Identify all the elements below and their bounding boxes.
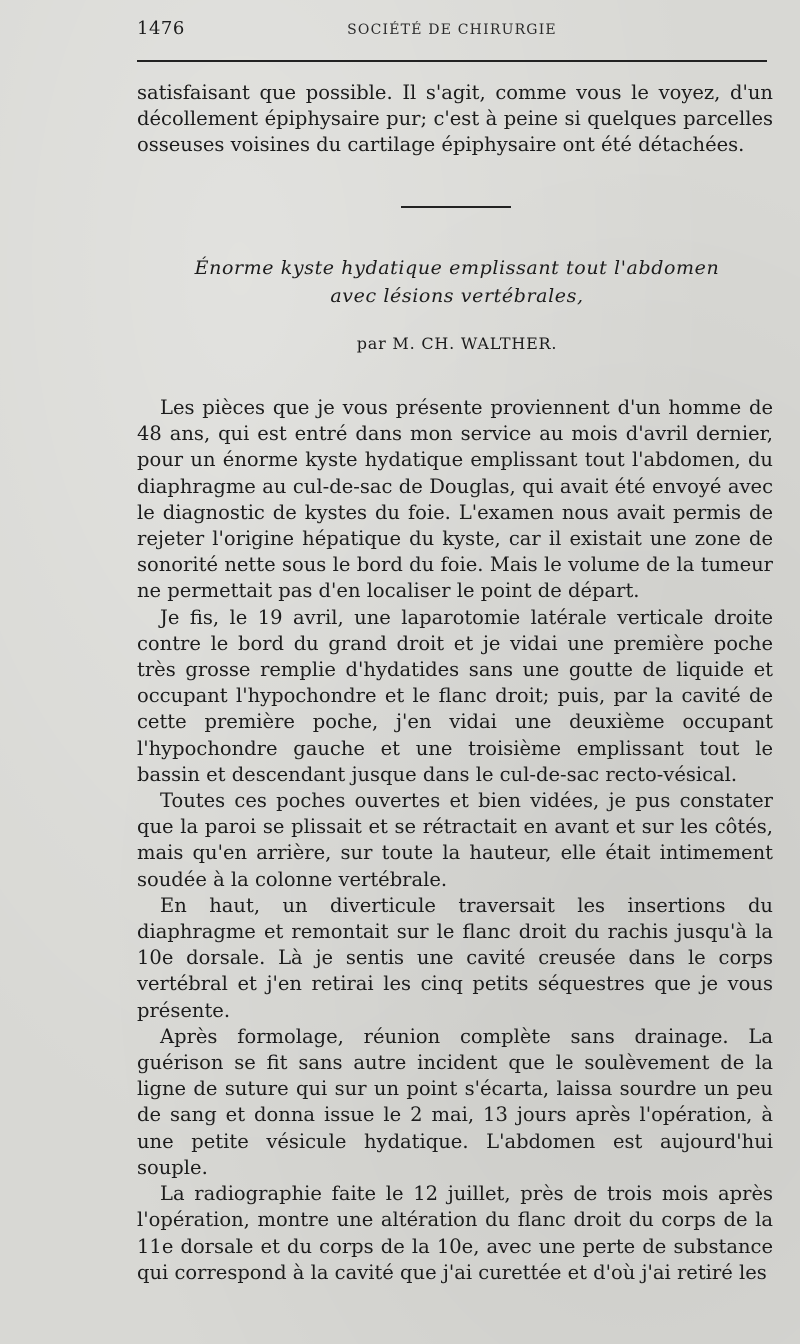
- body-paragraph-6: La radiographie faite le 12 juillet, près de trois mois après l'opération, montre une altération du flanc droit du corps de la 11e dorsale et du corps de la 10e, avec une perte de substance qui correspond à la cavité que j'ai curettée et d'où j'ai retiré les: [137, 1182, 773, 1284]
- article-body: [137, 395, 773, 1286]
- body-paragraph-3: Toutes ces poches ouvertes et bien vidées, je pus constater que la paroi se plissait et se rétractait en avant et sur les côtés, mais qu'en arrière, sur toute la hauteur, elle était intimement soudée à la colonne vertébrale.: [137, 789, 773, 891]
- article-title-line-2: avec lésions vertébrales,: [330, 285, 584, 307]
- continued-text-block: [137, 80, 773, 159]
- article-author: par M. CH. WALTHER.: [356, 334, 558, 353]
- body-paragraph-2: Je fis, le 19 avril, une laparotomie latérale verticale droite contre le bord du grand droit et je vidai une première poche très grosse remplie d'hydatides sans une goutte de liquide et occupant l'hypochondre et le flanc droit; puis, par la cavité de cette première poche, j'en vidai une deuxième occupant l'hypochondre gauche et une troisième emplissant tout le bassin et descendant jusque dans le cul-de-sac recto-vésical.: [137, 605, 773, 786]
- header-rule: [137, 60, 767, 62]
- continued-paragraph: satisfaisant que possible. Il s'agit, comme vous le voyez, d'un décollement épiphysaire pur; c'est à peine si quelques parcelles osseuses voisines du cartilage épiphysaire ont été détachées.: [137, 81, 773, 157]
- section-divider: [401, 206, 511, 208]
- body-paragraph-4: En haut, un diverticule traversait les insertions du diaphragme et remontait sur le flanc droit du rachis jusqu'à la 10e dorsale. Là je sentis une cavité creusée dans le corps vertébral et j'en retirai les cinq petits séquestres que je vous présente.: [137, 893, 773, 1022]
- running-head: SOCIÉTÉ DE CHIRURGIE: [347, 22, 557, 38]
- body-paragraph-5: Après formolage, réunion complète sans drainage. La guérison se fit sans autre incident que le soulèvement de la ligne de suture qui sur un point s'écarta, laissa sourdre un peu de sang et donna issue le 2 mai, 13 jours après l'opération, à une petite vésicule hydatique. L'abdomen est aujourd'hui souple.: [137, 1024, 773, 1179]
- article-title-line-1: Énorme kyste hydatique emplissant tout l'abdomen: [194, 257, 720, 279]
- page-header: [137, 14, 767, 50]
- body-paragraph-1: Les pièces que je vous présente proviennent d'un homme de 48 ans, qui est entré dans mon service au mois d'avril dernier, pour un énorme kyste hydatique emplissant tout l'abdomen, du diaphragme au cul-de-sac de Douglas, qui avait été envoyé avec le diagnostic de kystes du foie. L'examen nous avait permis de rejeter l'origine hépatique du kyste, car il existait une zone de sonorité nette sous le bord du foie. Mais le volume de la tumeur ne permettait pas d'en localiser le point de départ.: [137, 396, 773, 603]
- page-number: 1476: [137, 18, 185, 39]
- article-title: [137, 254, 777, 310]
